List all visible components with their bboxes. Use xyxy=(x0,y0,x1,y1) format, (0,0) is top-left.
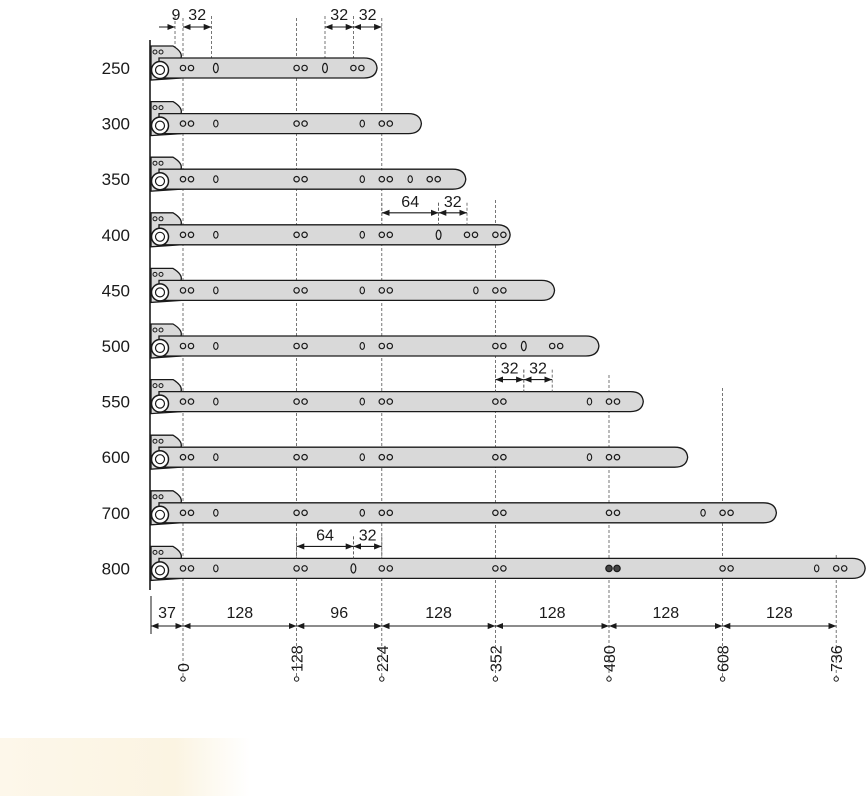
position-marker xyxy=(607,677,611,681)
top-dimension-label: 32 xyxy=(188,7,207,24)
rail-length-label: 600 xyxy=(101,448,130,468)
rail-450 xyxy=(102,268,555,302)
position-label: 128 xyxy=(289,645,307,672)
rail-length-label: 350 xyxy=(101,170,130,190)
rail-length-label: 250 xyxy=(101,59,130,78)
rail-250 xyxy=(102,46,377,80)
top-dimension-label: 32 xyxy=(330,7,349,24)
rail-700 xyxy=(102,491,777,525)
rail-350 xyxy=(102,157,466,191)
bottom-dimension-label: 96 xyxy=(330,605,349,622)
position-label: 224 xyxy=(374,645,392,672)
roller-wheel xyxy=(152,451,169,468)
position-label: 0 xyxy=(176,663,193,672)
rail-dimension-label: 32 xyxy=(443,193,462,211)
rail-length-label: 500 xyxy=(101,337,130,356)
bottom-dimension-label: 128 xyxy=(652,605,680,622)
rail-body xyxy=(159,447,688,467)
background-smudge xyxy=(0,738,250,796)
roller-wheel xyxy=(152,62,169,79)
rail-body xyxy=(159,503,776,523)
rail-length-label: 300 xyxy=(101,114,130,134)
position-label: 608 xyxy=(715,645,733,672)
rails xyxy=(102,46,866,580)
top-dimension-label: 9 xyxy=(171,7,181,24)
rail-body xyxy=(159,114,421,134)
roller-wheel xyxy=(152,395,169,412)
position-label: 352 xyxy=(488,645,506,672)
rail-500 xyxy=(102,324,599,358)
rail-body xyxy=(159,58,377,78)
bottom-dimension-label: 128 xyxy=(538,605,566,622)
rail-dimension-label: 64 xyxy=(316,527,334,545)
roller-wheel xyxy=(152,562,169,579)
roller-wheel xyxy=(152,173,169,190)
rail-body xyxy=(159,225,510,245)
bottom-scale xyxy=(151,596,846,681)
roller-wheel xyxy=(152,506,169,523)
rail-dimension-label: 64 xyxy=(401,193,420,211)
rail-body xyxy=(159,392,643,412)
rail-800 xyxy=(102,546,866,580)
position-marker xyxy=(834,677,838,681)
roller-wheel xyxy=(152,284,169,301)
position-marker xyxy=(181,677,185,681)
top-dimension-label: 32 xyxy=(358,7,377,24)
position-label: 736 xyxy=(829,645,847,672)
rail-length-label: 800 xyxy=(101,559,130,579)
position-marker xyxy=(380,677,384,681)
rail-length-label: 400 xyxy=(101,225,130,245)
rail-length-label: 700 xyxy=(101,503,130,523)
screw-hole-bold xyxy=(614,565,620,571)
bottom-dimension-label: 128 xyxy=(226,605,254,622)
position-marker xyxy=(493,677,497,681)
position-marker xyxy=(294,677,298,681)
rail-length-label: 450 xyxy=(101,281,130,301)
roller-wheel xyxy=(152,340,169,357)
rail-dimension-label: 32 xyxy=(529,360,547,378)
position-label: 480 xyxy=(602,645,619,672)
roller-wheel xyxy=(152,228,169,245)
bottom-dimension-label: 128 xyxy=(766,605,793,622)
rail-400 xyxy=(102,213,511,247)
roller-wheel xyxy=(152,117,169,134)
rail-length-label: 550 xyxy=(101,392,130,412)
rail-600 xyxy=(102,435,688,469)
bottom-dimension-label: 37 xyxy=(158,605,176,622)
screw-hole-bold xyxy=(606,565,612,571)
rail-body xyxy=(159,169,466,189)
rail-dimension-label: 32 xyxy=(500,360,519,378)
rail-body xyxy=(159,558,865,578)
rail-dimension-label: 32 xyxy=(358,527,377,545)
position-marker xyxy=(720,677,724,681)
bottom-dimension-label: 128 xyxy=(425,605,452,622)
